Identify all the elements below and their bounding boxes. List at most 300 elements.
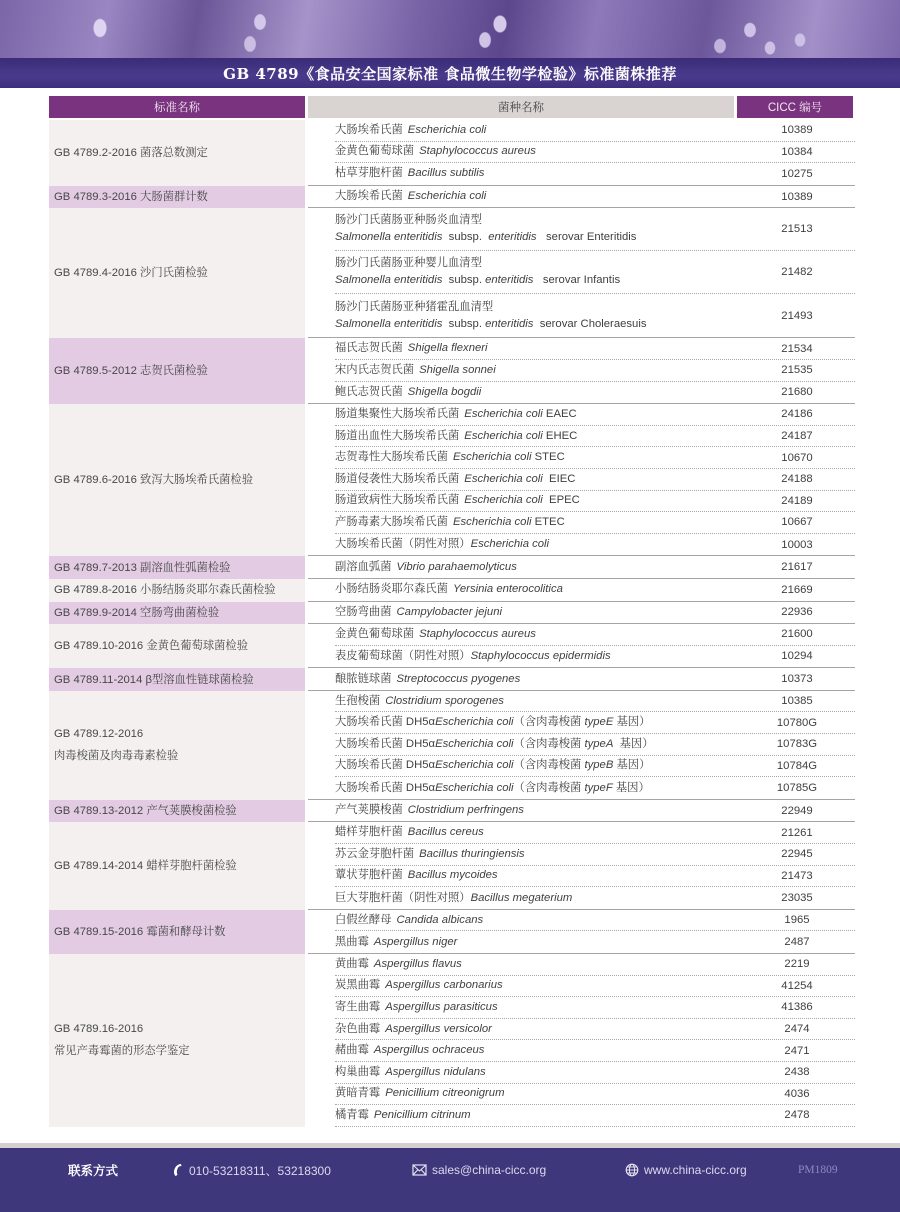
strain-list bbox=[308, 691, 855, 800]
strain-list bbox=[308, 404, 855, 556]
standard-name-cell bbox=[49, 910, 305, 954]
strain-list bbox=[308, 208, 855, 338]
standard-name-cell bbox=[49, 579, 305, 602]
standard-group bbox=[49, 668, 855, 691]
strain-chinese-name: 炭黑曲霉 bbox=[335, 979, 381, 992]
strain-row bbox=[335, 360, 855, 382]
standard-name-cell bbox=[49, 691, 305, 800]
latin-epithet: enteritidis bbox=[488, 231, 537, 244]
cicc-number: 24187 bbox=[781, 430, 813, 443]
standard-group bbox=[49, 822, 855, 909]
standard-group bbox=[49, 954, 855, 1127]
strain-name bbox=[335, 340, 739, 357]
strain-list bbox=[308, 602, 855, 625]
standard-name-cell bbox=[49, 624, 305, 668]
strain-row bbox=[335, 954, 855, 976]
column-header-strain: 菌种名称 bbox=[308, 96, 734, 118]
strain-name bbox=[335, 867, 739, 884]
cicc-number: 10784G bbox=[776, 759, 818, 772]
document-code: PM1809 bbox=[798, 1164, 838, 1176]
standard-group bbox=[49, 624, 855, 668]
strain-latin-name: Escherichia coli bbox=[435, 716, 514, 729]
cicc-number: 23035 bbox=[781, 892, 813, 905]
strain-name bbox=[335, 1042, 739, 1059]
strain-latin-name: Escherichia coli bbox=[435, 781, 514, 794]
cicc-number: 10275 bbox=[781, 167, 813, 180]
cicc-number: 24188 bbox=[781, 473, 813, 486]
footer-phone[interactable] bbox=[172, 1162, 331, 1178]
strain-latin-name: Staphylococcus epidermidis bbox=[470, 649, 611, 662]
strain-row bbox=[335, 624, 855, 646]
strain-row bbox=[335, 668, 855, 690]
strain-name bbox=[335, 714, 739, 731]
strain-list bbox=[308, 624, 855, 668]
gene-type: typeB bbox=[584, 759, 614, 772]
strain-chinese-name: 鲍氏志贺氏菌 bbox=[335, 385, 403, 398]
strain-suffix: （含肉毒梭菌 bbox=[513, 737, 585, 750]
latin-epithet: Salmonella enteritidis bbox=[335, 231, 443, 244]
strain-latin-name: Penicillium citreonigrum bbox=[385, 1087, 505, 1100]
strain-name bbox=[335, 384, 739, 401]
cicc-number: 21535 bbox=[781, 364, 813, 377]
strain-latin-name: Penicillium citrinum bbox=[373, 1108, 471, 1121]
strain-name bbox=[335, 802, 739, 819]
standard-name: GB 4789.13-2012 产气荚膜梭菌检验 bbox=[54, 805, 237, 818]
strain-chinese-name: 肠道侵袭性大肠埃希氏菌 bbox=[335, 472, 460, 485]
strain-name bbox=[335, 299, 739, 333]
strain-row bbox=[335, 734, 855, 756]
strain-latin-name: Escherichia coli bbox=[464, 494, 543, 507]
strain-chinese-name: 大肠埃希氏菌 DH5α bbox=[335, 716, 436, 729]
strain-row bbox=[335, 404, 855, 426]
strain-latin-name: Escherichia coli bbox=[407, 123, 487, 136]
standard-name: GB 4789.3-2016 大肠菌群计数 bbox=[54, 191, 208, 204]
strain-suffix: （含肉毒梭菌 bbox=[513, 759, 585, 772]
strain-latin-name bbox=[335, 274, 620, 286]
strain-latin-name: Escherichia coli bbox=[464, 407, 543, 420]
strain-chinese-name: 产肠毒素大肠埃希氏菌 bbox=[335, 515, 448, 528]
strain-row bbox=[335, 887, 855, 909]
strain-row bbox=[335, 338, 855, 360]
strain-chinese-name: 肠道致病性大肠埃希氏菌 bbox=[335, 494, 460, 507]
strain-list bbox=[308, 556, 855, 579]
strain-row bbox=[335, 120, 855, 142]
strain-suffix: EPEC bbox=[542, 494, 580, 507]
standard-name-cell bbox=[49, 822, 305, 909]
strain-name bbox=[335, 559, 739, 576]
strain-row bbox=[335, 186, 855, 208]
strain-latin-name: Aspergillus versicolor bbox=[385, 1022, 492, 1035]
standard-name: GB 4789.5-2012 志贺氏菌检验 bbox=[54, 365, 208, 378]
strain-row bbox=[335, 777, 855, 799]
latin-epithet: Salmonella enteritidis bbox=[335, 274, 443, 287]
strain-latin-name: Clostridium sporogenes bbox=[385, 694, 504, 707]
strain-suffix: EHEC bbox=[542, 429, 578, 442]
strain-chinese-name: 赭曲霉 bbox=[335, 1044, 369, 1057]
cicc-number: 21482 bbox=[781, 266, 813, 279]
strain-name bbox=[335, 165, 739, 182]
strain-name bbox=[335, 671, 739, 688]
strain-name bbox=[335, 604, 739, 621]
envelope-icon bbox=[412, 1164, 427, 1176]
cicc-number: 41254 bbox=[781, 979, 813, 992]
strain-suffix: ETEC bbox=[531, 515, 565, 528]
strain-chinese-name: 白假丝酵母 bbox=[335, 913, 392, 926]
footer-email[interactable] bbox=[412, 1162, 546, 1178]
cicc-number: 10780G bbox=[776, 716, 818, 729]
standard-group bbox=[49, 186, 855, 209]
strain-chinese-name: 生孢梭菌 bbox=[335, 694, 381, 707]
strain-chinese-name: 空肠弯曲菌 bbox=[335, 605, 392, 618]
standard-group bbox=[49, 338, 855, 404]
strain-latin-name: Yersinia enterocolitica bbox=[452, 583, 563, 596]
strain-latin-name: Streptococcus pyogenes bbox=[396, 672, 521, 685]
strain-name bbox=[335, 471, 739, 488]
cicc-number: 41386 bbox=[781, 1001, 813, 1014]
strain-chinese-name: 宋内氏志贺氏菌 bbox=[335, 363, 415, 376]
strain-latin-name: Escherichia coli bbox=[464, 472, 543, 485]
strain-latin-name: Bacillus cereus bbox=[407, 826, 484, 839]
strain-chinese-name: 寄生曲霉 bbox=[335, 1000, 381, 1013]
strain-latin-name: Aspergillus ochraceus bbox=[373, 1044, 485, 1057]
strain-row bbox=[335, 447, 855, 469]
strain-list bbox=[308, 338, 855, 404]
strain-latin-name: Staphylococcus aureus bbox=[419, 145, 536, 158]
strain-suffix: EAEC bbox=[542, 407, 577, 420]
strain-latin-name: Aspergillus carbonarius bbox=[385, 979, 503, 992]
phone-number: 010-53218311、53218300 bbox=[189, 1163, 331, 1178]
strain-row bbox=[335, 556, 855, 578]
strain-row bbox=[335, 579, 855, 601]
strain-chinese-name: 肠沙门氏菌肠亚种婴儿血清型 bbox=[335, 257, 482, 270]
gene-type: typeA bbox=[584, 737, 614, 750]
strain-row bbox=[335, 910, 855, 932]
strain-latin-name: Aspergillus nidulans bbox=[385, 1065, 486, 1078]
standard-group bbox=[49, 579, 855, 602]
taxon-qualifier: serovar Infantis bbox=[533, 274, 621, 287]
strain-list bbox=[308, 579, 855, 602]
strain-row bbox=[335, 1062, 855, 1084]
strain-name bbox=[335, 122, 739, 139]
strain-suffix-tail: 基因） bbox=[613, 716, 651, 729]
strain-row bbox=[335, 1105, 855, 1127]
strain-suffix: STEC bbox=[531, 451, 565, 464]
strain-name bbox=[335, 143, 739, 160]
strain-chinese-name: 橘青霉 bbox=[335, 1108, 369, 1121]
strain-row bbox=[335, 294, 855, 337]
strain-chinese-name: 金黄色葡萄球菌 bbox=[335, 145, 415, 158]
strain-name bbox=[335, 824, 739, 841]
taxon-qualifier: subsp. bbox=[442, 231, 489, 244]
strain-list bbox=[308, 800, 855, 823]
strain-name bbox=[335, 536, 739, 553]
strain-latin-name: Shigella flexneri bbox=[407, 342, 488, 355]
strain-row bbox=[335, 251, 855, 294]
strain-latin-name: Escherichia coli bbox=[470, 538, 550, 551]
strain-name bbox=[335, 188, 739, 205]
strain-chinese-name: 副溶血弧菌 bbox=[335, 560, 392, 573]
cicc-number: 10670 bbox=[781, 451, 813, 464]
cicc-number: 21617 bbox=[781, 561, 813, 574]
taxon-qualifier: subsp. bbox=[442, 317, 486, 330]
strain-name bbox=[335, 1107, 739, 1124]
strain-chinese-name: 肠道集聚性大肠埃希氏菌 bbox=[335, 407, 460, 420]
strain-chinese-name: 巨大芽胞杆菌（阴性对照） bbox=[335, 891, 471, 904]
strain-chinese-name: 大肠埃希氏菌（阴性对照） bbox=[335, 538, 471, 551]
cicc-number: 10785G bbox=[776, 782, 818, 795]
strain-row bbox=[335, 844, 855, 866]
strain-latin-name: Staphylococcus aureus bbox=[419, 627, 536, 640]
strain-name bbox=[335, 449, 739, 466]
strain-latin-name: Aspergillus parasiticus bbox=[385, 1000, 498, 1013]
standard-name: GB 4789.14-2014 蜡样芽胞杆菌检验 bbox=[54, 860, 237, 873]
strain-row bbox=[335, 866, 855, 888]
cicc-number: 1965 bbox=[784, 914, 810, 927]
strain-suffix: EIEC bbox=[542, 472, 576, 485]
cicc-number: 21261 bbox=[781, 826, 813, 839]
strain-name bbox=[335, 736, 739, 753]
strain-list bbox=[308, 822, 855, 909]
strain-chinese-name: 大肠埃希氏菌 DH5α bbox=[335, 737, 436, 750]
strain-chinese-name: 黄暗青霉 bbox=[335, 1087, 381, 1100]
strain-suffix: （含肉毒梭菌 bbox=[513, 781, 585, 794]
strain-suffix-tail: 基因） bbox=[613, 737, 654, 750]
strain-chinese-name: 大肠埃希氏菌 DH5α bbox=[335, 781, 436, 794]
strain-chinese-name: 肠沙门氏菌肠亚种肠炎血清型 bbox=[335, 214, 482, 227]
strain-row bbox=[335, 163, 855, 185]
strain-name bbox=[335, 1085, 739, 1102]
strain-chinese-name: 酿脓链球菌 bbox=[335, 672, 392, 685]
cicc-number: 10003 bbox=[781, 538, 813, 551]
column-header-cicc: CICC 编号 bbox=[737, 96, 853, 118]
strain-name bbox=[335, 956, 739, 973]
strain-name bbox=[335, 406, 739, 423]
cicc-number: 10294 bbox=[781, 650, 813, 663]
strain-latin-name: Bacillus mycoides bbox=[407, 869, 498, 882]
page-title: GB 4789《食品安全国家标准 食品微生物学检验》标准菌株推荐 bbox=[223, 64, 677, 83]
standard-group bbox=[49, 120, 855, 186]
cicc-number: 10389 bbox=[781, 190, 813, 203]
cicc-number: 10385 bbox=[781, 695, 813, 708]
strain-row bbox=[335, 382, 855, 404]
strain-list bbox=[308, 910, 855, 954]
cicc-number: 21680 bbox=[781, 386, 813, 399]
strain-latin-name: Shigella bogdii bbox=[407, 385, 482, 398]
standard-group bbox=[49, 910, 855, 954]
cicc-number: 24189 bbox=[781, 494, 813, 507]
strain-chinese-name: 构巢曲霉 bbox=[335, 1065, 381, 1078]
strain-row bbox=[335, 491, 855, 513]
strain-chinese-name: 产气荚膜梭菌 bbox=[335, 804, 403, 817]
strain-chinese-name: 福氏志贺氏菌 bbox=[335, 342, 403, 355]
strain-name bbox=[335, 212, 739, 246]
standard-name-cell bbox=[49, 186, 305, 209]
standard-name: GB 4789.6-2016 致泻大肠埃希氏菌检验 bbox=[54, 474, 254, 487]
strain-latin-name: Escherichia coli bbox=[435, 737, 514, 750]
strain-list bbox=[308, 120, 855, 186]
strain-name bbox=[335, 1064, 739, 1081]
strain-row bbox=[335, 512, 855, 534]
cicc-number: 10667 bbox=[781, 516, 813, 529]
cicc-number: 21493 bbox=[781, 309, 813, 322]
cicc-number: 2471 bbox=[784, 1044, 810, 1057]
standard-name: GB 4789.8-2016 小肠结肠炎耶尔森氏菌检验 bbox=[54, 584, 276, 597]
strain-latin-name: Aspergillus niger bbox=[373, 935, 458, 948]
cicc-number: 22936 bbox=[781, 606, 813, 619]
standard-name: GB 4789.9-2014 空肠弯曲菌检验 bbox=[54, 606, 220, 619]
strain-chinese-name: 蜡样芽胞杆菌 bbox=[335, 826, 403, 839]
strain-name bbox=[335, 912, 739, 929]
strain-row bbox=[335, 646, 855, 668]
cicc-number: 21513 bbox=[781, 223, 813, 236]
standard-name: 肉毒梭菌及肉毒毒素检验 bbox=[54, 750, 179, 763]
title-bar bbox=[0, 58, 900, 88]
strain-name bbox=[335, 693, 739, 710]
strain-name bbox=[335, 514, 739, 531]
strain-name bbox=[335, 428, 739, 445]
strain-latin-name bbox=[335, 231, 636, 243]
strain-row bbox=[335, 426, 855, 448]
strain-row bbox=[335, 691, 855, 713]
strain-row bbox=[335, 1040, 855, 1062]
taxon-qualifier: serovar Enteritidis bbox=[536, 231, 637, 244]
standard-name: GB 4789.10-2016 金黄色葡萄球菌检验 bbox=[54, 640, 249, 653]
standard-name: GB 4789.11-2014 β型溶血性链球菌检验 bbox=[54, 673, 254, 686]
strain-latin-name: Vibrio parahaemolyticus bbox=[396, 560, 517, 573]
strain-suffix: （含肉毒梭菌 bbox=[513, 716, 585, 729]
email-address: sales@china-cicc.org bbox=[432, 1163, 547, 1177]
strain-chinese-name: 大肠埃希氏菌 bbox=[335, 190, 403, 203]
website-url: www.china-cicc.org bbox=[644, 1163, 747, 1177]
standard-group bbox=[49, 602, 855, 625]
strain-latin-name: Campylobacter jejuni bbox=[396, 605, 502, 618]
strain-name bbox=[335, 780, 739, 797]
strain-name bbox=[335, 846, 739, 863]
column-header-standard: 标准名称 bbox=[49, 96, 305, 118]
cicc-number: 22949 bbox=[781, 804, 813, 817]
latin-epithet: enteritidis bbox=[485, 317, 534, 330]
cicc-number: 10384 bbox=[781, 145, 813, 158]
standard-name-cell bbox=[49, 800, 305, 823]
strain-chinese-name: 表皮葡萄球菌（阴性对照） bbox=[335, 649, 471, 662]
cicc-number: 2474 bbox=[784, 1023, 810, 1036]
footer-website[interactable] bbox=[625, 1162, 747, 1178]
strain-chinese-name: 金黄色葡萄球菌 bbox=[335, 627, 415, 640]
strain-row bbox=[335, 822, 855, 844]
gene-type: typeE bbox=[584, 716, 614, 729]
standard-name: GB 4789.7-2013 副溶血性弧菌检验 bbox=[54, 561, 231, 574]
strain-list bbox=[308, 954, 855, 1127]
standard-name: GB 4789.16-2016 bbox=[54, 1023, 144, 1036]
cicc-number: 21473 bbox=[781, 869, 813, 882]
standard-name-cell bbox=[49, 668, 305, 691]
strain-latin-name: Bacillus megaterium bbox=[470, 891, 573, 904]
standard-name-cell bbox=[49, 954, 305, 1127]
strain-chinese-name: 杂色曲霉 bbox=[335, 1022, 381, 1035]
strain-chinese-name: 大肠埃希氏菌 bbox=[335, 123, 403, 136]
strain-chinese-name: 肠沙门氏菌肠亚种猪霍乱血清型 bbox=[335, 300, 494, 313]
standard-name-cell bbox=[49, 404, 305, 556]
latin-epithet: enteritidis bbox=[485, 274, 534, 287]
cicc-number: 10389 bbox=[781, 124, 813, 137]
cicc-number: 4036 bbox=[784, 1087, 810, 1100]
standard-name: GB 4789.12-2016 bbox=[54, 728, 144, 741]
strain-name bbox=[335, 757, 739, 774]
taxon-qualifier: subsp. bbox=[442, 274, 486, 287]
latin-epithet: Salmonella enteritidis bbox=[335, 317, 443, 330]
strain-row bbox=[335, 976, 855, 998]
strain-name bbox=[335, 362, 739, 379]
strain-name bbox=[335, 255, 739, 289]
strain-latin-name: Bacillus subtilis bbox=[407, 167, 485, 180]
cicc-number: 21534 bbox=[781, 342, 813, 355]
strain-row bbox=[335, 1019, 855, 1041]
strain-name bbox=[335, 648, 739, 665]
strain-name bbox=[335, 890, 739, 907]
standard-name: GB 4789.2-2016 菌落总数测定 bbox=[54, 146, 208, 159]
strain-latin-name: Bacillus thuringiensis bbox=[419, 847, 525, 860]
strain-name bbox=[335, 1021, 739, 1038]
strain-chinese-name: 蕈状芽胞杆菌 bbox=[335, 869, 403, 882]
strain-table bbox=[49, 120, 855, 1127]
strain-row bbox=[335, 712, 855, 734]
strain-suffix-tail: 基因） bbox=[613, 759, 651, 772]
strain-latin-name: Escherichia coli bbox=[452, 515, 532, 528]
strain-chinese-name: 枯草芽胞杆菌 bbox=[335, 167, 403, 180]
standard-name-cell bbox=[49, 556, 305, 579]
strain-latin-name: Shigella sonnei bbox=[419, 363, 496, 376]
strain-chinese-name: 苏云金芽胞杆菌 bbox=[335, 847, 415, 860]
gene-type: typeF bbox=[584, 781, 613, 794]
strain-chinese-name: 肠道出血性大肠埃希氏菌 bbox=[335, 429, 460, 442]
standard-name: GB 4789.15-2016 霉菌和酵母计数 bbox=[54, 925, 226, 938]
standard-name-cell bbox=[49, 120, 305, 186]
cicc-number: 2219 bbox=[784, 958, 810, 971]
strain-row bbox=[335, 997, 855, 1019]
strain-latin-name bbox=[335, 318, 646, 330]
strain-latin-name: Escherichia coli bbox=[435, 759, 514, 772]
cicc-number: 21669 bbox=[781, 583, 813, 596]
contact-label: 联系方式 bbox=[68, 1164, 119, 1178]
standard-group bbox=[49, 208, 855, 338]
strain-row bbox=[335, 534, 855, 556]
standard-name-cell bbox=[49, 208, 305, 338]
strain-latin-name: Escherichia coli bbox=[452, 451, 532, 464]
cicc-number: 2438 bbox=[784, 1066, 810, 1079]
standard-group bbox=[49, 556, 855, 579]
strain-chinese-name: 黑曲霉 bbox=[335, 935, 369, 948]
standard-name-cell bbox=[49, 602, 305, 625]
strain-latin-name: Escherichia coli bbox=[407, 190, 487, 203]
strain-row bbox=[335, 1084, 855, 1106]
strain-name bbox=[335, 934, 739, 951]
cicc-number: 21600 bbox=[781, 628, 813, 641]
strain-row bbox=[335, 208, 855, 251]
strain-name bbox=[335, 492, 739, 509]
strain-row bbox=[335, 756, 855, 778]
phone-icon bbox=[172, 1163, 184, 1177]
strain-name bbox=[335, 626, 739, 643]
header-banner-image bbox=[0, 0, 900, 58]
footer bbox=[0, 1148, 900, 1212]
standard-group bbox=[49, 691, 855, 800]
cicc-number: 2487 bbox=[784, 936, 810, 949]
strain-chinese-name: 小肠结肠炎耶尔森氏菌 bbox=[335, 583, 448, 596]
strain-latin-name: Escherichia coli bbox=[464, 429, 543, 442]
strain-row bbox=[335, 931, 855, 953]
strain-name bbox=[335, 977, 739, 994]
cicc-number: 2478 bbox=[784, 1109, 810, 1122]
